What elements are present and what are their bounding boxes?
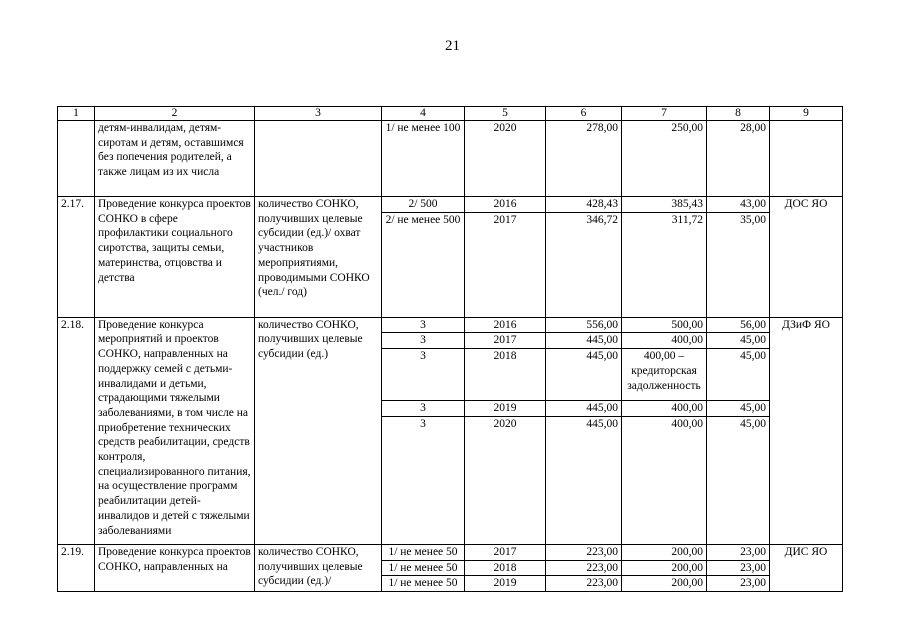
activity-name: Проведение конкурса проектов СОНКО, направленных на: [95, 544, 255, 591]
amount-col8: 56,00: [707, 317, 770, 333]
row-number: 2.18.: [58, 317, 95, 544]
year: 2017: [465, 333, 546, 349]
amount-col8: 45,00: [707, 416, 770, 544]
total-amount: 445,00: [546, 416, 622, 544]
total-amount: 223,00: [546, 560, 622, 576]
amount-col7: 250,00: [622, 121, 707, 197]
indicator-value: 2/ не менее 500: [382, 212, 465, 317]
table-row: [58, 544, 843, 560]
indicator-value: 1/ не менее 50: [382, 576, 465, 592]
total-amount: 445,00: [546, 401, 622, 417]
year: 2020: [465, 416, 546, 544]
amount-col8: 45,00: [707, 349, 770, 401]
executor: ДОС ЯО: [770, 197, 843, 318]
amount-col8: 23,00: [707, 544, 770, 560]
amount-col8: 43,00: [707, 197, 770, 213]
row-number: 2.17.: [58, 197, 95, 318]
program-table: [57, 106, 843, 592]
year: 2016: [465, 317, 546, 333]
header-cell: 7: [622, 107, 707, 121]
total-amount: 556,00: [546, 317, 622, 333]
indicator-value: 3: [382, 333, 465, 349]
header-cell: 6: [546, 107, 622, 121]
table-row: [58, 317, 843, 333]
table-row: [58, 121, 843, 197]
year: 2017: [465, 212, 546, 317]
year: 2020: [465, 121, 546, 197]
executor: ДИС ЯО: [770, 544, 843, 591]
criteria: [255, 121, 382, 197]
executor: [770, 121, 843, 197]
header-cell: 3: [255, 107, 382, 121]
header-cell: 2: [95, 107, 255, 121]
page-number: 21: [445, 38, 460, 54]
amount-col8: 23,00: [707, 576, 770, 592]
table-row: [58, 197, 843, 213]
total-amount: 346,72: [546, 212, 622, 317]
criteria: количество СОНКО, получивших целевые субсидии (ед.): [255, 317, 382, 544]
total-amount: 428,43: [546, 197, 622, 213]
year: 2019: [465, 401, 546, 417]
total-amount: 445,00: [546, 333, 622, 349]
amount-col7: 385,43: [622, 197, 707, 213]
header-cell: 8: [707, 107, 770, 121]
amount-col7: 200,00: [622, 560, 707, 576]
indicator-value: 1/ не менее 50: [382, 560, 465, 576]
amount-col7: 200,00: [622, 544, 707, 560]
row-number: [58, 121, 95, 197]
row-number: 2.19.: [58, 544, 95, 591]
indicator-value: 3: [382, 416, 465, 544]
year: 2018: [465, 349, 546, 401]
year: 2017: [465, 544, 546, 560]
executor: ДЗиФ ЯО: [770, 317, 843, 544]
criteria: количество СОНКО, получивших целевые субсидии (ед.)/: [255, 544, 382, 591]
indicator-value: 2/ 500: [382, 197, 465, 213]
activity-name: Проведение конкурса проектов СОНКО в сфере профилактики социального сиротства, защиты семьи, материнства, отцовства и детства: [95, 197, 255, 318]
header-cell: 4: [382, 107, 465, 121]
amount-col7: 400,00 – кредиторская задолженность: [622, 349, 707, 401]
amount-col8: 35,00: [707, 212, 770, 317]
amount-col8: 45,00: [707, 401, 770, 417]
indicator-value: 1/ не менее 50: [382, 544, 465, 560]
total-amount: 278,00: [546, 121, 622, 197]
indicator-value: 3: [382, 401, 465, 417]
amount-col8: 45,00: [707, 333, 770, 349]
criteria: количество СОНКО, получивших целевые субсидии (ед.)/ охват участников мероприятиями, проводимыми СОНКО (чел./ год): [255, 197, 382, 318]
total-amount: 445,00: [546, 349, 622, 401]
total-amount: 223,00: [546, 544, 622, 560]
activity-name: Проведение конкурса мероприятий и проектов СОНКО, направленных на поддержку семей с детьми-инвалидами и детьми, страдающими тяжелыми заболеваниями, в том числе на приобретение технических средств реабилитации, средств контроля, специализированного питания, на осуществление программ реабилитации детей-инвалидов и детей с тяжелыми заболеваниями: [95, 317, 255, 544]
header-row: [58, 107, 843, 121]
amount-col7: 400,00: [622, 401, 707, 417]
indicator-value: 3: [382, 349, 465, 401]
amount-col7: 400,00: [622, 333, 707, 349]
header-cell: 1: [58, 107, 95, 121]
year: 2018: [465, 560, 546, 576]
amount-col8: 23,00: [707, 560, 770, 576]
amount-col7: 200,00: [622, 576, 707, 592]
year: 2016: [465, 197, 546, 213]
header-cell: 9: [770, 107, 843, 121]
amount-col7: 400,00: [622, 416, 707, 544]
total-amount: 223,00: [546, 576, 622, 592]
year: 2019: [465, 576, 546, 592]
header-cell: 5: [465, 107, 546, 121]
indicator-value: 1/ не менее 100: [382, 121, 465, 197]
amount-col7: 311,72: [622, 212, 707, 317]
amount-col7: 500,00: [622, 317, 707, 333]
activity-name: детям-инвалидам, детям-сиротам и детям, оставшимся без попечения родителей, а также лицам из их числа: [95, 121, 255, 197]
amount-col8: 28,00: [707, 121, 770, 197]
indicator-value: 3: [382, 317, 465, 333]
